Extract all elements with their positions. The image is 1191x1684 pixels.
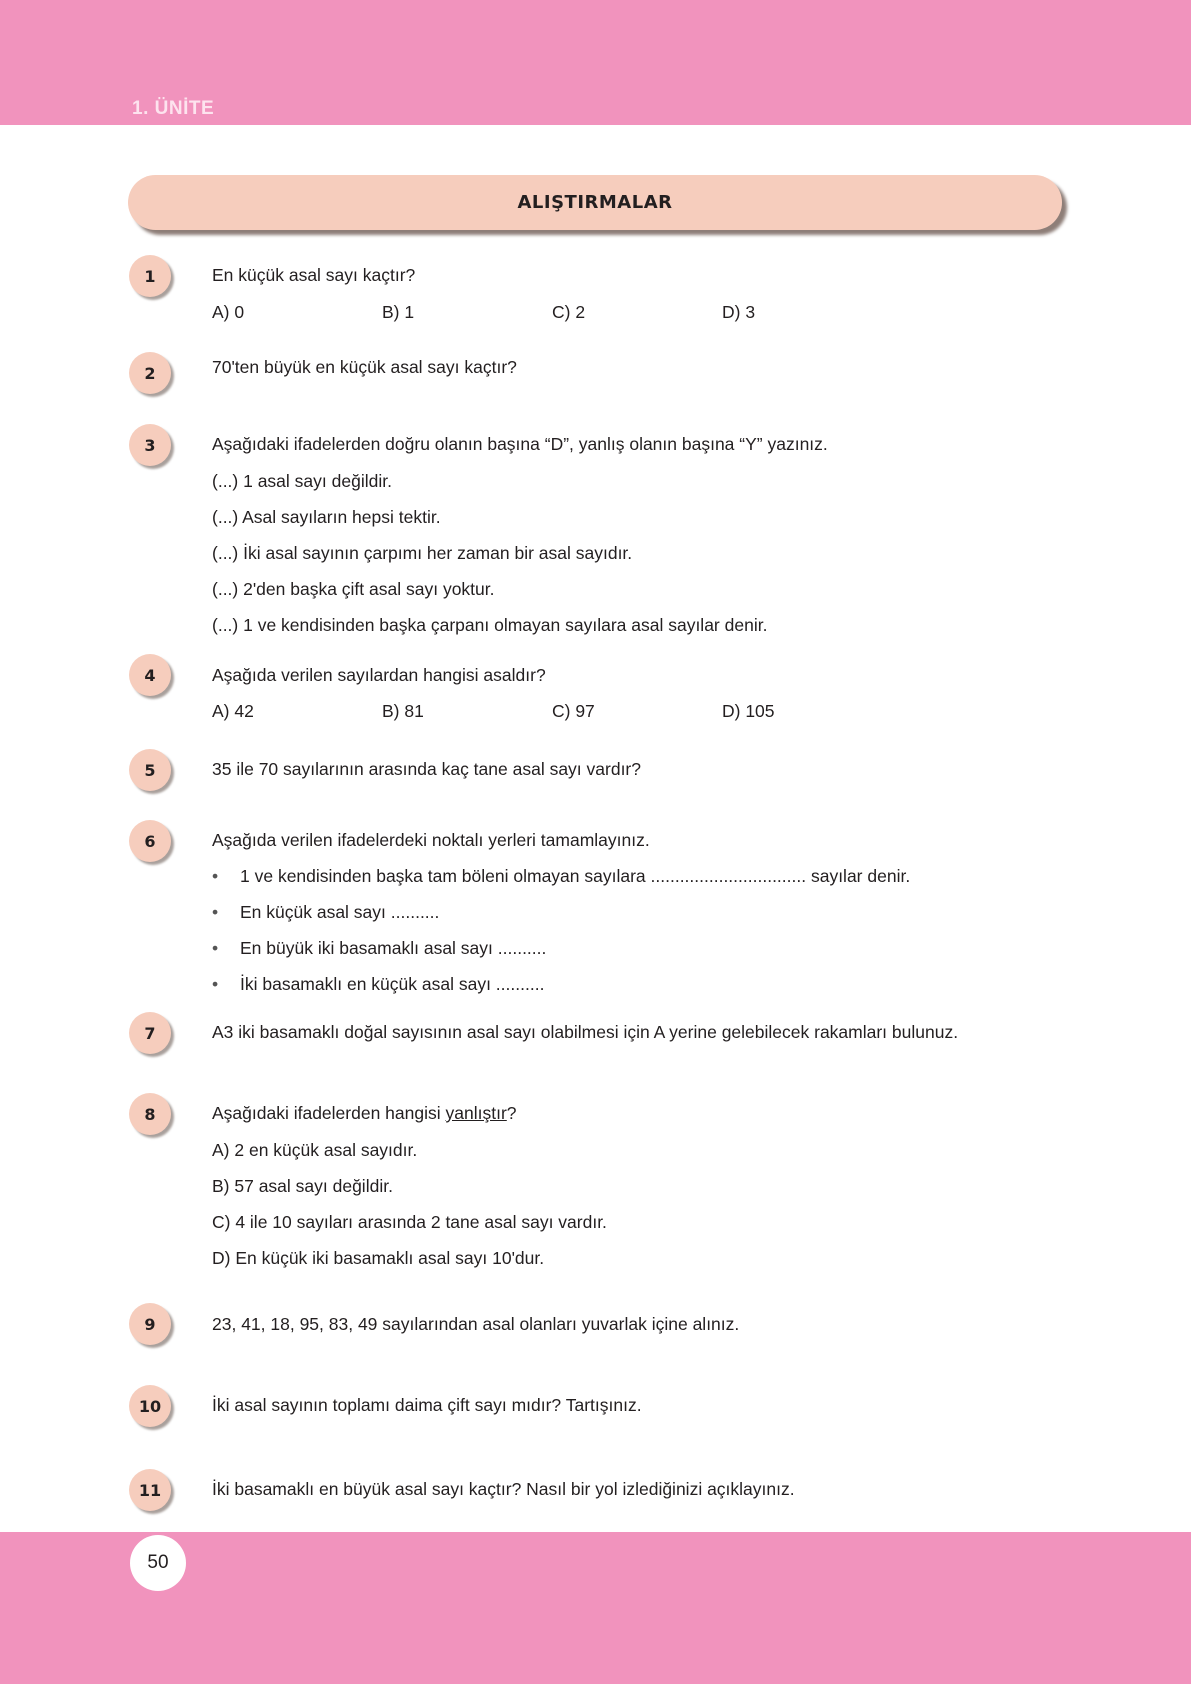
question-6-item (212, 938, 546, 959)
unit-label: 1. ÜNİTE (132, 98, 215, 119)
question-11-text: İki basamaklı en büyük asal sayı kaçtır? Nasıl bir yol izlediğinizi açıklayınız. (212, 1479, 795, 1499)
bullet-icon: • (212, 974, 219, 994)
question-6-item (212, 902, 439, 923)
question-4-option-b: B) 81 (382, 701, 424, 721)
bullet-icon: • (212, 938, 219, 958)
question-number-9: 9 (129, 1303, 171, 1345)
question-9-text: 23, 41, 18, 95, 83, 49 sayılarından asal olanları yuvarlak içine alınız. (212, 1314, 740, 1334)
question-6-text: Aşağıda verilen ifadelerdeki noktalı yerleri tamamlayınız. (212, 830, 650, 850)
question-6-item (212, 974, 544, 995)
question-1-option-d: D) 3 (722, 302, 756, 322)
question-8-text-start: Aşağıdaki ifadelerden hangisi (212, 1103, 446, 1123)
question-8-text-end: ? (506, 1103, 517, 1123)
question-number-7: 7 (129, 1012, 171, 1054)
question-3-text: Aşağıdaki ifadelerden doğru olanın başına “D”, yanlış olanın başına “Y” yazınız. (212, 434, 828, 454)
question-4-text: Aşağıda verilen sayılardan hangisi asaldır? (212, 665, 546, 685)
question-6-item-text: 1 ve kendisinden başka tam böleni olmayan sayılara ................................ sayılar denir. (240, 866, 911, 886)
question-1-option-b: B) 1 (382, 302, 415, 322)
question-number-3: 3 (129, 424, 171, 466)
question-number-6: 6 (129, 820, 171, 862)
question-number-5: 5 (129, 749, 171, 791)
question-1-option-a: A) 0 (212, 302, 245, 322)
question-1-option-c: C) 2 (552, 302, 586, 322)
question-number-1: 1 (129, 255, 171, 297)
question-6-item-text: En küçük asal sayı .......... (240, 902, 440, 922)
question-6-item-text: İki basamaklı en küçük asal sayı .......... (240, 974, 545, 994)
question-10-text: İki asal sayının toplamı daima çift sayı mıdır? Tartışınız. (212, 1395, 642, 1415)
question-1-text: En küçük asal sayı kaçtır? (212, 265, 416, 285)
question-4-option-a: A) 42 (212, 701, 254, 721)
question-4-option-d: D) 105 (722, 701, 775, 721)
question-8-option-b: B) 57 asal sayı değildir. (212, 1176, 393, 1196)
question-3-statement: (...) Asal sayıların hepsi tektir. (212, 507, 441, 527)
title-banner (128, 175, 1062, 230)
bullet-icon: • (212, 902, 219, 922)
question-6-item-text: En büyük iki basamaklı asal sayı .......... (240, 938, 547, 958)
question-5-text: 35 ile 70 sayılarının arasında kaç tane asal sayı vardır? (212, 759, 641, 779)
question-number-2: 2 (129, 352, 171, 394)
question-7-text: A3 iki basamaklı doğal sayısının asal sayı olabilmesi için A yerine gelebilecek rakamları bulunuz. (212, 1022, 959, 1042)
question-number-11: 11 (129, 1469, 171, 1511)
page-title: ALIŞTIRMALAR (517, 192, 673, 213)
question-6-item (212, 866, 910, 887)
question-8-text (212, 1103, 517, 1124)
question-8-underlined-word: yanlıştır (445, 1103, 507, 1123)
bullet-icon: • (212, 866, 219, 886)
question-8-option-a: A) 2 en küçük asal sayıdır. (212, 1140, 418, 1160)
page-number: 50 (130, 1535, 186, 1591)
question-3-statement: (...) 1 asal sayı değildir. (212, 471, 392, 491)
question-number-4: 4 (129, 654, 171, 696)
question-8-option-d: D) En küçük iki basamaklı asal sayı 10'dur. (212, 1248, 545, 1268)
question-3-statement: (...) İki asal sayının çarpımı her zaman bir asal sayıdır. (212, 543, 633, 563)
question-3-statement: (...) 2'den başka çift asal sayı yoktur. (212, 579, 495, 599)
question-8-option-c: C) 4 ile 10 sayıları arasında 2 tane asal sayı vardır. (212, 1212, 607, 1232)
question-4-option-c: C) 97 (552, 701, 595, 721)
question-number-10: 10 (129, 1385, 171, 1427)
question-3-statement: (...) 1 ve kendisinden başka çarpanı olmayan sayılara asal sayılar denir. (212, 615, 768, 635)
question-number-8: 8 (129, 1093, 171, 1135)
question-2-text: 70'ten büyük en küçük asal sayı kaçtır? (212, 357, 517, 377)
